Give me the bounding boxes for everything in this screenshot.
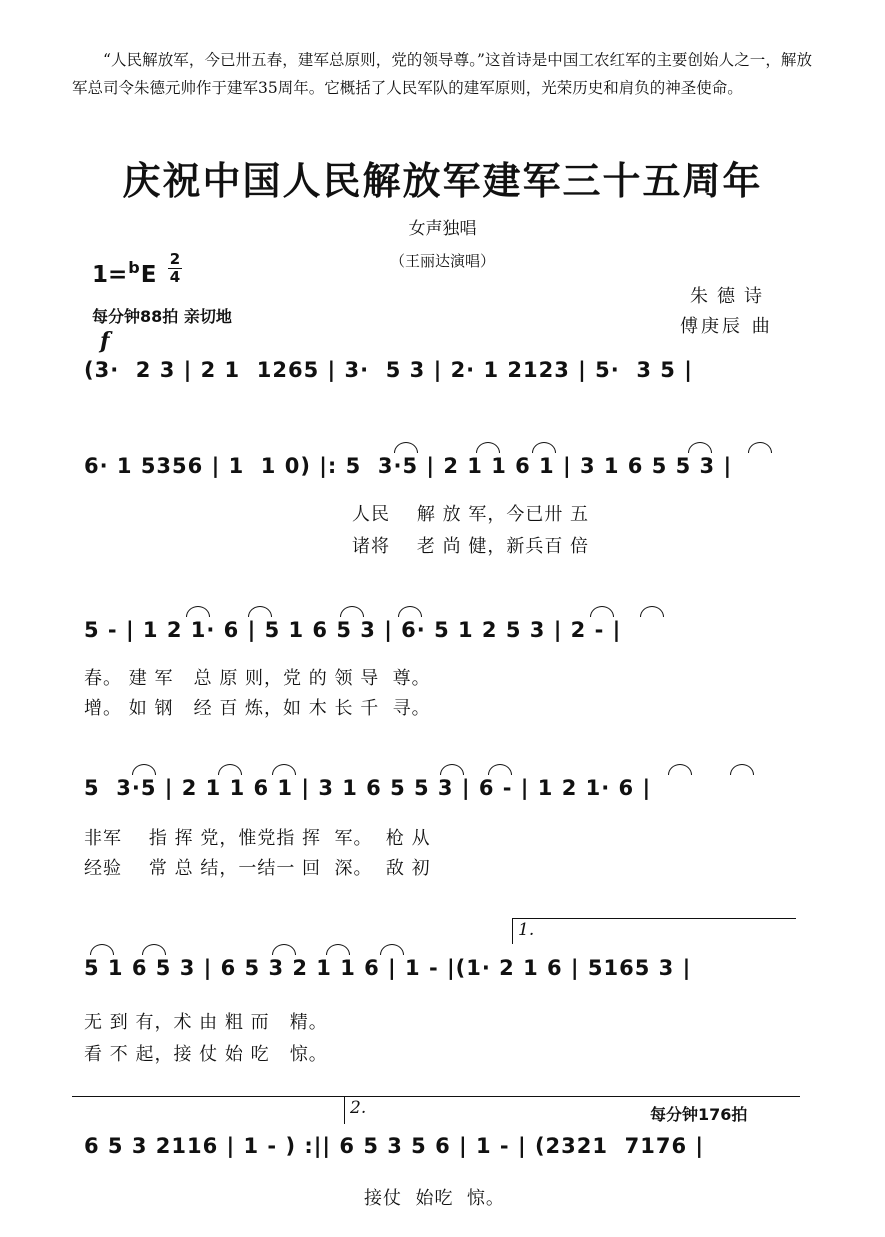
lyrics-verse-1-line-4: 无 到 有，术 由 粗 而 精。 (84, 1012, 328, 1033)
time-denominator: 4 (169, 268, 181, 286)
volta-bracket-2 (344, 1096, 800, 1097)
slur-mark (394, 442, 418, 453)
staff-line-4: 5 3·5 | 2 1 1 6 1 | 3 1 6 5 5 3 | 6 - | 1 2 1· 6 | (84, 776, 652, 800)
slur-mark (532, 442, 556, 453)
lyrics-verse-2-line-1: 诸将 老 尚 健，新兵百 倍 (352, 536, 590, 557)
lyrics-verse-2-line-2: 增。 如 钢 经 百 炼，如 木 长 千 寻。 (84, 698, 431, 719)
time-numerator: 2 (169, 250, 181, 268)
volta-number-2: 2. (350, 1098, 367, 1118)
slur-mark (132, 764, 156, 775)
lyrics-verse-2-line-4: 看 不 起，接 仗 始 吃 惊。 (84, 1044, 328, 1065)
flat-sign-icon: b (128, 258, 140, 277)
staff-line-3: 5 - | 1 2 1· 6 | 5 1 6 5 3 | 6· 5 1 2 5 3 | 2 - | (84, 618, 622, 642)
volta-bracket-1-tick (512, 918, 513, 944)
staff-line-5: 5 1 6 5 3 | 6 5 3 2 1 1 6 | 1 - |(1· 2 1 6 | 5165 3 | (84, 956, 692, 980)
slur-mark (380, 944, 404, 955)
performer-credit: （王丽达演唱） (389, 252, 495, 270)
tempo-marking: 每分钟88拍 亲切地 (92, 307, 232, 326)
volta-bracket-2-tick (344, 1096, 345, 1124)
lyrics-verse-1-line-1: 人民 解 放 军，今已卅 五 (352, 504, 590, 525)
slur-mark (218, 764, 242, 775)
slur-mark (398, 606, 422, 617)
slur-mark (248, 606, 272, 617)
lyrics-verse-1-line-2: 春。 建 军 总 原 则，党 的 领 导 尊。 (84, 668, 431, 689)
slur-mark (90, 944, 114, 955)
staff-line-6: 6 5 3 2116 | 1 - ) :|| 6 5 3 5 6 | 1 - | (2321 7176 | (84, 1134, 705, 1158)
time-signature (168, 252, 182, 285)
intro-paragraph: “人民解放军，今已卅五春，建军总原则，党的领导尊。”这首诗是中国工农红军的主要创始人之一，解放军总司令朱德元帅作于建军35周年。它概括了人民军队的建军原则，光荣历史和肩负的神圣使命。 (72, 51, 812, 97)
slur-mark (488, 764, 512, 775)
slur-mark (730, 764, 754, 775)
separator-rule (72, 1096, 344, 1097)
slur-mark (640, 606, 664, 617)
volta-number-1: 1. (518, 920, 535, 940)
tempo-marking-2: 每分钟176拍 (650, 1105, 748, 1124)
slur-mark (590, 606, 614, 617)
slur-mark (272, 764, 296, 775)
slur-mark (186, 606, 210, 617)
slur-mark (142, 944, 166, 955)
volta-bracket-1 (512, 918, 796, 919)
song-subtitle: 女声独唱 (408, 219, 477, 239)
staff-line-1: (3· 2 3 | 2 1 1265 | 3· 5 3 | 2· 1 2123 | 5· 3 5 | (84, 358, 693, 382)
composer-credit: 傅庚辰 曲 (680, 316, 773, 337)
slur-mark (748, 442, 772, 453)
key-note: E (140, 262, 157, 288)
slur-mark (440, 764, 464, 775)
slur-mark (476, 442, 500, 453)
lyrics-verse-1-line-3: 非军 指 挥 党，惟党指 挥 军。 枪 从 (84, 828, 431, 849)
song-title: 庆祝中国人民解放军建军三十五周年 (122, 158, 763, 203)
lyricist-credit: 朱德诗 (690, 286, 771, 307)
slur-mark (340, 606, 364, 617)
key-prefix: 1= (92, 262, 128, 288)
slur-mark (668, 764, 692, 775)
lyrics-line-5: 接仗 始吃 惊。 (364, 1188, 505, 1209)
staff-line-2: 6· 1 5356 | 1 1 0) |: 5 3·5 | 2 1 1 6 1 | 3 1 6 5 5 3 | (84, 454, 733, 478)
dynamic-forte: f (100, 328, 110, 354)
slur-mark (272, 944, 296, 955)
key-signature (92, 258, 156, 288)
slur-mark (688, 442, 712, 453)
slur-mark (326, 944, 350, 955)
lyrics-verse-2-line-3: 经验 常 总 结，一结一 回 深。 敌 初 (84, 858, 431, 879)
